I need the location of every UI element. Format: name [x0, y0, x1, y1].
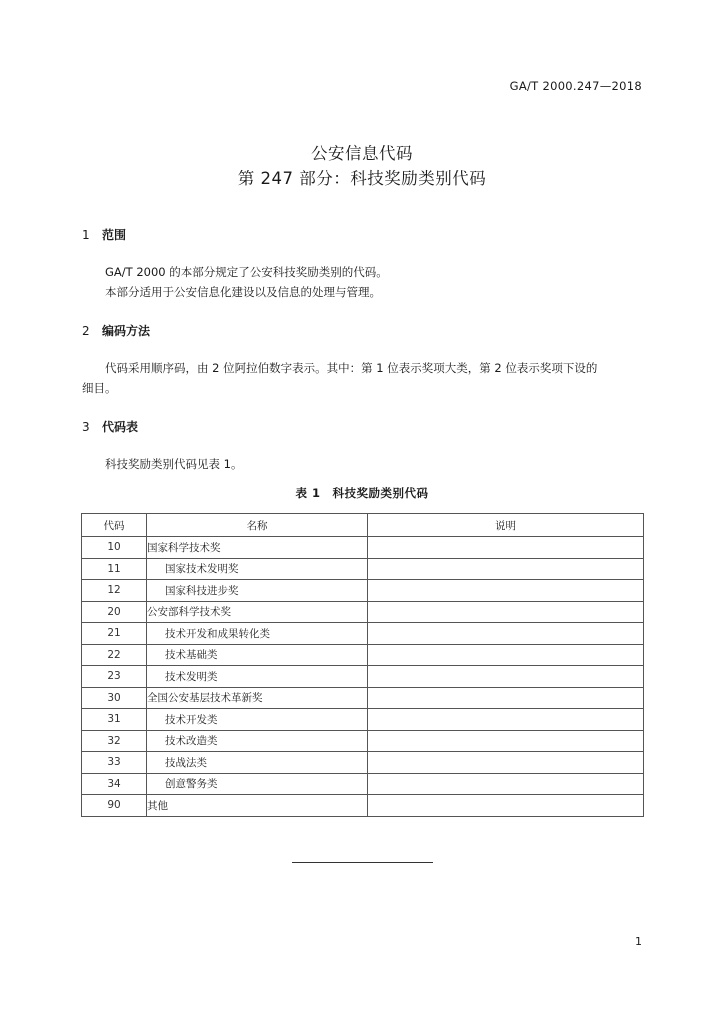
note-cell — [368, 558, 644, 580]
note-cell — [368, 537, 644, 559]
code-cell: 20 — [82, 601, 147, 623]
note-cell — [368, 687, 644, 709]
code-cell: 90 — [82, 795, 147, 817]
note-cell — [368, 601, 644, 623]
section-1-heading — [82, 226, 126, 243]
code-cell: 11 — [82, 558, 147, 580]
table-row — [82, 601, 644, 623]
name-cell: 全国公安基层技术革新奖 — [147, 687, 368, 709]
table-caption: 表 1 科技奖励类别代码 — [295, 486, 429, 500]
paragraph: 代码采用顺序码，由 2 位阿拉伯数字表示。其中：第 1 位表示奖项大类，第 2 位表示奖项下设的 — [105, 361, 598, 375]
column-header-name: 名称 — [147, 514, 368, 537]
section-2-heading — [82, 322, 150, 339]
code-cell: 32 — [82, 730, 147, 752]
code-cell: 30 — [82, 687, 147, 709]
code-cell: 21 — [82, 623, 147, 645]
section-title: 编码方法 — [102, 324, 151, 338]
name-cell: 技术发明类 — [147, 666, 368, 688]
code-cell: 34 — [82, 773, 147, 795]
name-cell: 技术基础类 — [147, 644, 368, 666]
table-row — [82, 558, 644, 580]
code-cell: 10 — [82, 537, 147, 559]
end-rule-divider — [292, 862, 433, 863]
table-header-row — [82, 514, 644, 537]
table-row — [82, 730, 644, 752]
section-title: 代码表 — [102, 420, 139, 434]
table-row — [82, 623, 644, 645]
note-cell — [368, 795, 644, 817]
table-row — [82, 580, 644, 602]
note-cell — [368, 580, 644, 602]
name-cell: 国家科技进步奖 — [147, 580, 368, 602]
code-cell: 31 — [82, 709, 147, 731]
name-cell: 创意警务类 — [147, 773, 368, 795]
code-cell: 23 — [82, 666, 147, 688]
section-title: 范围 — [102, 228, 127, 242]
name-cell: 国家科学技术奖 — [147, 537, 368, 559]
paragraph: 本部分适用于公安信息化建设以及信息的处理与管理。 — [105, 285, 381, 299]
table-row — [82, 644, 644, 666]
note-cell — [368, 730, 644, 752]
section-number: 2 — [82, 324, 90, 338]
section-number: 3 — [82, 420, 90, 434]
name-cell: 技术开发和成果转化类 — [147, 623, 368, 645]
paragraph-continuation: 细目。 — [82, 381, 117, 395]
table-row — [82, 537, 644, 559]
table-row — [82, 795, 644, 817]
table-row — [82, 773, 644, 795]
code-cell: 12 — [82, 580, 147, 602]
code-cell: 22 — [82, 644, 147, 666]
section-3-heading — [82, 418, 138, 435]
note-cell — [368, 623, 644, 645]
document-title: 公安信息代码 — [311, 144, 413, 163]
standard-code: GA/T 2000.247—2018 — [509, 79, 642, 93]
note-cell — [368, 709, 644, 731]
table-row — [82, 709, 644, 731]
note-cell — [368, 666, 644, 688]
note-cell — [368, 752, 644, 774]
table-row — [82, 666, 644, 688]
name-cell: 国家技术发明奖 — [147, 558, 368, 580]
page-number: 1 — [635, 935, 642, 948]
note-cell — [368, 773, 644, 795]
code-cell: 33 — [82, 752, 147, 774]
column-header-code: 代码 — [82, 514, 147, 537]
table-row — [82, 752, 644, 774]
table-row — [82, 687, 644, 709]
name-cell: 公安部科学技术奖 — [147, 601, 368, 623]
document-subtitle: 第 247 部分：科技奖励类别代码 — [237, 169, 487, 188]
column-header-note: 说明 — [368, 514, 644, 537]
note-cell — [368, 644, 644, 666]
name-cell: 其他 — [147, 795, 368, 817]
code-table — [81, 513, 644, 817]
paragraph: GA/T 2000 的本部分规定了公安科技奖励类别的代码。 — [105, 265, 388, 279]
name-cell: 技术开发类 — [147, 709, 368, 731]
section-number: 1 — [82, 228, 90, 242]
name-cell: 技术改造类 — [147, 730, 368, 752]
paragraph: 科技奖励类别代码见表 1。 — [105, 457, 243, 471]
name-cell: 技战法类 — [147, 752, 368, 774]
